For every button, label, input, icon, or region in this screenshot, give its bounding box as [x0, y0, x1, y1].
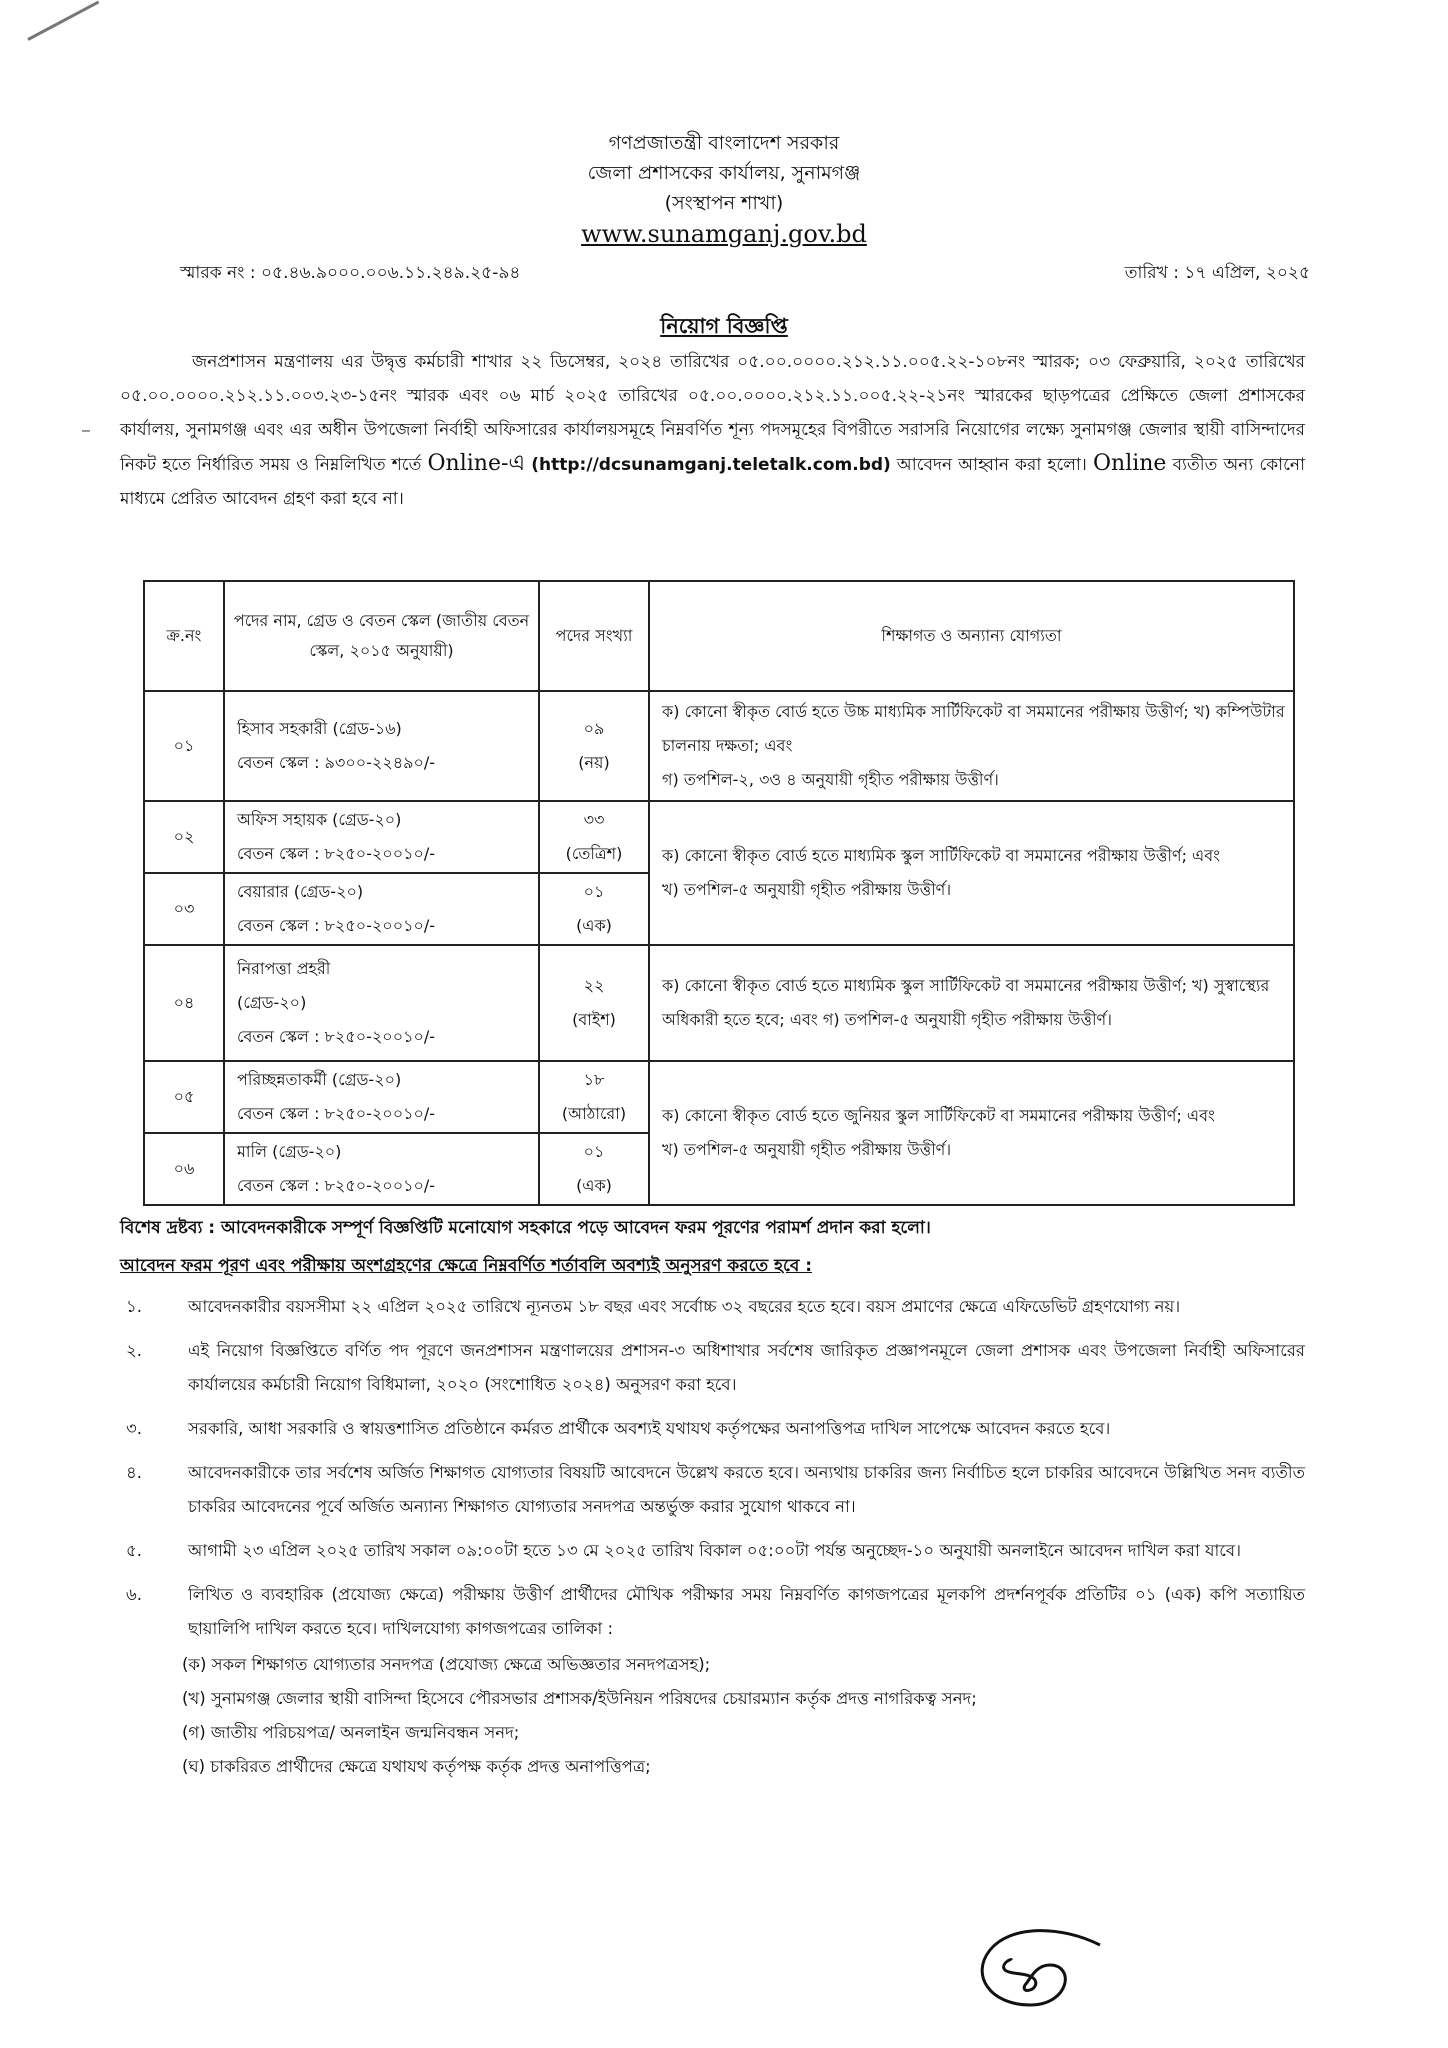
post-scale: বেতন স্কেল : ৯৩০০-২২৪৯০/- — [237, 753, 436, 772]
document-item: (ক) সকল শিক্ষাগত যোগ্যতার সনদপত্র (প্রযোজ্য ক্ষেত্রে অভিজ্ঞতার সনদপত্রসহ); — [182, 1655, 711, 1674]
document-item: (খ) সুনামগঞ্জ জেলার স্থায়ী বাসিন্দা হিসেবে পৌরসভার প্রশাসক/ইউনিয়ন পরিষদের চেয়ারম্যান কর্তৃক প্রদত্ত নাগরিকত্ব সনদ; — [182, 1689, 977, 1708]
qualification-line: খ) তপশিল-৫ অনুযায়ী গৃহীত পরীক্ষায় উত্তীর্ণ। — [662, 1140, 952, 1159]
post-name-cell — [224, 1133, 539, 1205]
post-scale: বেতন স্কেল : ৮২৫০-২০০১০/- — [237, 1027, 436, 1046]
post-count-words: (এক) — [576, 916, 612, 935]
memo-number: স্মারক নং : ০৫.৪৬.৯০০০.০০৬.১১.২৪৯.২৫-৯৪ — [180, 263, 521, 283]
post-count: ৩৩ — [583, 810, 605, 829]
post-name-cell — [224, 945, 539, 1061]
post-count-cell — [539, 691, 649, 801]
qualification-line: ক) কোনো স্বীকৃত বোর্ড হতে উচ্চ মাধ্যমিক সার্টিফিকেট বা সমমানের পরীক্ষায় উত্তীর্ণ; খ) কম্পিউটার চালনায় দক্ষতা; এবং — [662, 702, 1285, 755]
documents-list — [182, 1648, 1305, 1784]
website-link[interactable]: www.sunamganj.gov.bd — [581, 220, 867, 248]
serial-cell: ০৬ — [144, 1133, 224, 1205]
letterhead — [0, 128, 1448, 250]
condition-text: সরকারি, আধা সরকারি ও স্বায়ত্তশাসিত প্রতিষ্ঠানে কর্মরত প্রার্থীকে অবশ্যই যথাযথ কর্তৃপক্ষের অনাপত্তিপত্র দাখিল সাপেক্ষে আবেদন করতে হবে। — [188, 1419, 1111, 1438]
document-item: (ঘ) চাকরিরত প্রার্থীদের ক্ষেত্রে যথাযথ কর্তৃপক্ষ কর্তৃক প্রদত্ত অনাপত্তিপত্র; — [182, 1757, 651, 1776]
signature-mark — [950, 1910, 1110, 2020]
office-name: জেলা প্রশাসকের কার্যালয়, সুনামগঞ্জ — [587, 162, 861, 184]
post-count: ০৯ — [583, 719, 605, 738]
condition-number: ৩. — [126, 1419, 142, 1438]
application-link[interactable]: (http://dcsunamganj.teletalk.com.bd) — [531, 455, 891, 475]
table-row — [144, 691, 1294, 801]
condition-text: আগামী ২৩ এপ্রিল ২০২৫ তারিখ সকাল ০৯:০০টা হতে ১৩ মে ২০২৫ তারিখ বিকাল ০৫:০০টা পর্যন্ত অনুচ্ছেদ-১০ অনুযায়ী অনলাইনে আবেদন দাখিল করা যাবে। — [188, 1541, 1242, 1560]
post-scale: বেতন স্কেল : ৮২৫০-২০০১০/- — [237, 916, 436, 935]
table-row — [144, 945, 1294, 1061]
intro-text-3: ব্যতীত অন্য কোনো মাধ্যমে প্রেরিত আবেদন গ্রহণ করা হবে না। — [120, 455, 1305, 509]
serial-cell: ০৩ — [144, 873, 224, 945]
conditions-heading: আবেদন ফরম পূরণ এবং পরীক্ষায় অংশগ্রহণের ক্ষেত্রে নিম্নবর্ণিত শর্তাবলি অবশ্যই অনুসরণ করতে হবে : — [120, 1256, 813, 1276]
posts-table — [143, 580, 1295, 1206]
post-count: ০১ — [583, 1142, 605, 1161]
condition-item — [120, 1290, 1305, 1324]
post-count-cell — [539, 1061, 649, 1133]
post-name-cell — [224, 801, 539, 873]
post-count: ২২ — [583, 976, 605, 995]
memo-date: তারিখ : ১৭ এপ্রিল, ২০২৫ — [1124, 263, 1310, 283]
serial-cell: ০৪ — [144, 945, 224, 1061]
post-count-words: (তেত্রিশ) — [565, 844, 623, 863]
memo-row — [180, 260, 1310, 288]
document-item: (গ) জাতীয় পরিচয়পত্র/ অনলাইন জন্মনিবন্ধন সনদ; — [182, 1723, 520, 1742]
post-count-words: (বাইশ) — [572, 1010, 616, 1029]
condition-text: এই নিয়োগ বিজ্ঞপ্তিতে বর্ণিত পদ পূরণে জনপ্রশাসন মন্ত্রণালয়ের প্রশাসন-৩ অধিশাখার সর্বশেষ জারিকৃত প্রজ্ঞাপনমূলে জেলা প্রশাসক এবং উপজেলা নির্বাহী অফিসারের কার্যালয়ের কর্মচারী নিয়োগ বিধিমালা, ২০২০ (সংশোধিত ২০২৪) অনুসরণ করা হবে। — [188, 1341, 1305, 1394]
condition-number: ৪. — [126, 1463, 142, 1482]
post-count-cell — [539, 801, 649, 873]
serial-cell: ০২ — [144, 801, 224, 873]
condition-item — [120, 1334, 1305, 1402]
condition-item — [120, 1534, 1305, 1568]
condition-number: ৬. — [126, 1585, 142, 1604]
post-name: পরিচ্ছন্নতাকর্মী (গ্রেড-২০) — [237, 1070, 402, 1089]
post-name-cell — [224, 1061, 539, 1133]
post-count-words: (নয়) — [578, 753, 610, 772]
table-header-row — [144, 581, 1294, 691]
condition-number: ১. — [126, 1297, 142, 1316]
condition-number: ৫. — [126, 1541, 142, 1560]
qualification-line: গ) তপশিল-২, ৩ও ৪ অনুযায়ী গৃহীত পরীক্ষায় উত্তীর্ণ। — [662, 770, 999, 789]
table-row — [144, 801, 1294, 873]
post-count: ০১ — [583, 882, 605, 901]
post-scale: বেতন স্কেল : ৮২৫০-২০০১০/- — [237, 1104, 436, 1123]
post-count-words: (আঠারো) — [561, 1104, 627, 1123]
serial-cell: ০৫ — [144, 1061, 224, 1133]
header-post-count: পদের সংখ্যা — [539, 581, 649, 691]
condition-item — [120, 1456, 1305, 1524]
post-name-cell — [224, 691, 539, 801]
condition-number: ২. — [126, 1341, 142, 1360]
condition-text: আবেদনকারীকে তার সর্বশেষ অর্জিত শিক্ষাগত যোগ্যতার বিষয়টি আবেদনে উল্লেখ করতে হবে। অন্যথায় চাকরির জন্য নির্বাচিত হলে চাকরির আবেদনে উল্লিখিত সনদ ব্যতীত চাকরির আবেদনের পূর্বে অর্জিত অন্যান্য শিক্ষাগত যোগ্যতার সনদপত্র অন্তর্ভুক্ত করার সুযোগ থাকবে না। — [188, 1463, 1305, 1516]
conditions-list — [120, 1290, 1305, 1784]
intro-text-1: জনপ্রশাসন মন্ত্রণালয় এর উদ্বৃত্ত কর্মচারী শাখার ২২ ডিসেম্বর, ২০২৪ তারিখের ০৫.০০.০০০০.২১২.১১.০০৫.২২-১০৮নং স্মারক; ০৩ ফেব্রুয়ারি, ২০২৫ তারিখের ০৫.০০.০০০০.২১২.১১.০০৩.২৩-১৫নং স্মারক এবং ০৬ মার্চ ২০২৫ তারিখের ০৫.০০.০০০০.২১২.১১.০০৫.২২-২১নং স্মারকের ছাড়পত্রের প্রেক্ষিতে জেলা প্রশাসকের কার্যালয়, সুনামগঞ্জ এবং এর অধীন উপজেলা নির্বাহী অফিসারের কার্যালয়সমূহে নিম্নবর্ণিত শূন্য পদসমূহের বিপরীতে সরাসরি নিয়োগের লক্ষ্যে সুনামগঞ্জ জেলার স্থায়ী বাসিন্দাদের নিকট হতে নির্ধারিত সময় ও নিম্নলিখিত শর্তে — [120, 352, 1305, 475]
qualification-line: খ) তপশিল-৫ অনুযায়ী গৃহীত পরীক্ষায় উত্তীর্ণ। — [662, 880, 952, 899]
post-grade: (গ্রেড-২০) — [237, 993, 307, 1012]
government-name: গণপ্রজাতন্ত্রী বাংলাদেশ সরকার — [608, 132, 840, 154]
qualification-cell — [649, 945, 1294, 1061]
post-count-cell — [539, 945, 649, 1061]
qualification-cell — [649, 801, 1294, 945]
pen-mark — [27, 1, 99, 41]
post-count-words: (এক) — [576, 1176, 612, 1195]
online-label-2: Online — [1092, 451, 1167, 476]
condition-item — [120, 1412, 1305, 1446]
serial-cell: ০১ — [144, 691, 224, 801]
post-scale: বেতন স্কেল : ৮২৫০-২০০১০/- — [237, 1176, 436, 1195]
post-scale: বেতন স্কেল : ৮২৫০-২০০১০/- — [237, 844, 436, 863]
branch-name: (সংস্থাপন শাখা) — [664, 192, 784, 214]
qualification-line: ক) কোনো স্বীকৃত বোর্ড হতে মাধ্যমিক স্কুল সার্টিফিকেট বা সমমানের পরীক্ষায় উত্তীর্ণ; খ) সুস্বাস্থ্যের অধিকারী হতে হবে; এবং গ) তপশিল-৫ অনুযায়ী গৃহীত পরীক্ষায় উত্তীর্ণ। — [662, 976, 1270, 1029]
page-title: নিয়োগ বিজ্ঞপ্তি — [660, 314, 788, 338]
post-name-cell — [224, 873, 539, 945]
post-name: বেয়ারার (গ্রেড-২০) — [237, 882, 364, 901]
post-name: হিসাব সহকারী (গ্রেড-১৬) — [237, 719, 402, 738]
online-label: Online-এ — [427, 451, 526, 476]
header-post-name: পদের নাম, গ্রেড ও বেতন স্কেল (জাতীয় বেতন স্কেল, ২০১৫ অনুযায়ী) — [224, 581, 539, 691]
post-name: মালি (গ্রেড-২০) — [237, 1142, 342, 1161]
condition-text: লিখিত ও ব্যবহারিক (প্রযোজ্য ক্ষেত্রে) পরীক্ষায় উত্তীর্ণ প্রার্থীদের মৌখিক পরীক্ষার সময় নিম্নবর্ণিত কাগজপত্রের মূলকপি প্রদর্শনপূর্বক প্রতিটির ০১ (এক) কপি সত্যায়িত ছায়ালিপি দাখিল করতে হবে। দাখিলযোগ্য কাগজপত্রের তালিকা : — [188, 1585, 1305, 1638]
post-count-cell — [539, 1133, 649, 1205]
header-serial: ক্র.নং — [144, 581, 224, 691]
qualification-line: ক) কোনো স্বীকৃত বোর্ড হতে জুনিয়র স্কুল সার্টিফিকেট বা সমমানের পরীক্ষায় উত্তীর্ণ; এবং — [662, 1106, 1215, 1125]
intro-text-2: আবেদন আহ্বান করা হলো। — [890, 455, 1093, 475]
qualification-cell — [649, 691, 1294, 801]
qualification-cell — [649, 1061, 1294, 1205]
post-count-cell — [539, 873, 649, 945]
condition-item — [120, 1578, 1305, 1646]
post-count: ১৮ — [583, 1070, 605, 1089]
intro-paragraph — [120, 345, 1305, 516]
table-row — [144, 1061, 1294, 1133]
post-name: নিরাপত্তা প্রহরী — [237, 959, 331, 978]
condition-text: আবেদনকারীর বয়সসীমা ২২ এপ্রিল ২০২৫ তারিখে ন্যূনতম ১৮ বছর এবং সর্বোচ্চ ৩২ বছরের হতে হবে। বয়স প্রমাণের ক্ষেত্রে এফিডেভিট গ্রহণযোগ্য নয়। — [188, 1297, 1181, 1316]
qualification-line: ক) কোনো স্বীকৃত বোর্ড হতে মাধ্যমিক স্কুল সার্টিফিকেট বা সমমানের পরীক্ষায় উত্তীর্ণ; এবং — [662, 846, 1221, 865]
header-qualification: শিক্ষাগত ও অন্যান্য যোগ্যতা — [649, 581, 1294, 691]
post-name: অফিস সহায়ক (গ্রেড-২০) — [237, 810, 402, 829]
special-note: বিশেষ দ্রষ্টব্য : আবেদনকারীকে সম্পূর্ণ বিজ্ঞপ্তিটি মনোযোগ সহকারে পড়ে আবেদন ফরম পূরণের পরামর্শ প্রদান করা হলো। — [120, 1218, 931, 1238]
margin-mark — [82, 430, 90, 432]
